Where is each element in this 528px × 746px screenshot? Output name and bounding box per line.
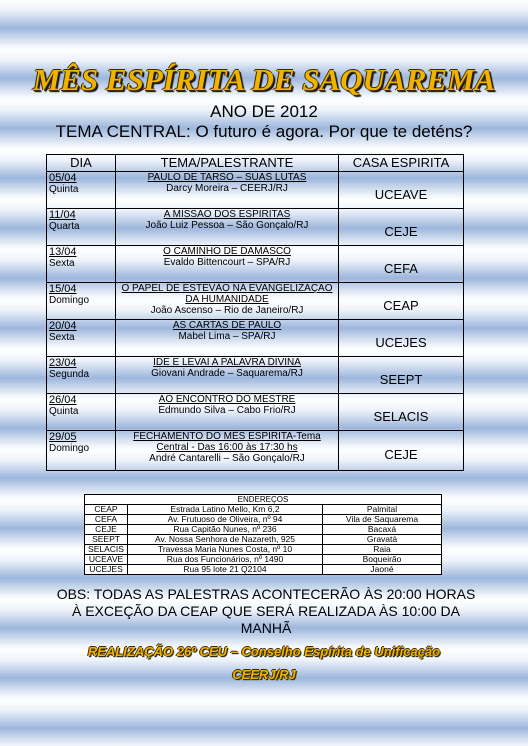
talk-date: 15/04 bbox=[49, 283, 77, 295]
address-area: Bacaxá bbox=[323, 525, 442, 535]
address-code: SELACIS bbox=[85, 545, 128, 555]
house-cell: CEJE bbox=[339, 431, 464, 471]
schedule-row bbox=[47, 357, 464, 394]
talk-weekday: Sexta bbox=[49, 258, 75, 269]
talk-cell bbox=[116, 246, 339, 283]
house-cell: CEFA bbox=[339, 246, 464, 283]
address-area: Raia bbox=[323, 545, 442, 555]
observation-note: OBS: TODAS AS PALESTRAS ACONTECERÃO ÀS 20:00 HORAS À EXCEÇÃO DA CEAP QUE SERÁ REALIZADA ÀS 10:00 DA MANHÃ bbox=[56, 586, 476, 636]
talk-cell bbox=[116, 394, 339, 431]
addresses-table bbox=[84, 494, 442, 575]
schedule-row bbox=[47, 209, 464, 246]
talk-speaker: João Luiz Pessoa – São Gonçalo/RJ bbox=[145, 220, 309, 231]
day-cell bbox=[47, 394, 116, 431]
house-cell: UCEAVE bbox=[339, 172, 464, 209]
year-subtitle: ANO DE 2012 bbox=[210, 102, 318, 121]
schedule-table bbox=[46, 154, 464, 471]
talk-weekday: Quinta bbox=[49, 406, 79, 417]
address-code: SEEPT bbox=[85, 535, 128, 545]
address-code: UCEJES bbox=[85, 565, 128, 575]
day-cell bbox=[47, 357, 116, 394]
address-street: Travessa Maria Nunes Costa, nº 10 bbox=[128, 545, 323, 555]
schedule-row bbox=[47, 283, 464, 320]
address-row bbox=[85, 535, 442, 545]
talk-date: 26/04 bbox=[49, 394, 77, 406]
day-cell bbox=[47, 172, 116, 209]
central-theme: TEMA CENTRAL: O futuro é agora. Por que te deténs? bbox=[55, 122, 473, 141]
talk-cell bbox=[116, 431, 339, 471]
address-street: Rua dos Funcionários, nº 1490 bbox=[128, 555, 323, 565]
talk-topic: PAULO DE TARSO – SUAS LUTAS bbox=[147, 172, 307, 183]
schedule-row bbox=[47, 394, 464, 431]
talk-cell bbox=[116, 357, 339, 394]
address-code: CEFA bbox=[85, 515, 128, 525]
page-title: MÊS ESPÍRITA DE SAQUAREMA bbox=[32, 62, 496, 97]
day-cell bbox=[47, 209, 116, 246]
talk-topic-continued: Central - Das 16:00 às 17:30 hs bbox=[156, 442, 298, 453]
talk-cell bbox=[116, 172, 339, 209]
address-row bbox=[85, 555, 442, 565]
talk-speaker: Giovani Andrade – Saquarema/RJ bbox=[151, 368, 303, 379]
credit-federation: CEERJ/RJ bbox=[232, 667, 296, 682]
talk-speaker: Edmundo Silva – Cabo Frio/RJ bbox=[158, 405, 296, 416]
address-row bbox=[85, 545, 442, 555]
talk-speaker: João Ascenso – Rio de Janeiro/RJ bbox=[150, 305, 304, 316]
address-row bbox=[85, 505, 442, 515]
schedule-row bbox=[47, 246, 464, 283]
house-cell: CEJE bbox=[339, 209, 464, 246]
talk-date: 29/05 bbox=[49, 431, 77, 443]
address-street: Rua 95 lote 21 Q2104 bbox=[128, 565, 323, 575]
talk-topic-continued: DA HUMANIDADE bbox=[185, 294, 269, 305]
column-header-topic: TEMA/PALESTRANTE bbox=[116, 155, 339, 172]
talk-topic: A MISSÃO DOS ESPIRITAS bbox=[163, 209, 291, 220]
day-cell bbox=[47, 431, 116, 471]
column-header-house: CASA ESPIRITA bbox=[339, 155, 464, 172]
talk-date: 23/04 bbox=[49, 357, 77, 369]
day-cell bbox=[47, 320, 116, 357]
credit-organization: REALIZAÇÃO 26º CEU – Conselho Espírita de Unificação bbox=[87, 644, 441, 659]
schedule-row bbox=[47, 320, 464, 357]
talk-cell bbox=[116, 209, 339, 246]
address-row bbox=[85, 525, 442, 535]
talk-speaker: Darcy Moreira – CEERJ/RJ bbox=[166, 183, 288, 194]
address-area: Vila de Saquarema bbox=[323, 515, 442, 525]
talk-weekday: Domingo bbox=[49, 295, 90, 306]
addresses-header-row bbox=[85, 495, 442, 505]
address-area: Palmital bbox=[323, 505, 442, 515]
column-header-day: DIA bbox=[47, 155, 116, 172]
talk-weekday: Quinta bbox=[49, 184, 79, 195]
talk-topic: AO ENCONTRO DO MESTRE bbox=[158, 394, 296, 405]
talk-weekday: Quarta bbox=[49, 221, 80, 232]
address-street: Av. Nossa Senhora de Nazareth, 925 bbox=[128, 535, 323, 545]
talk-speaker: André Cantarelli – São Gonçalo/RJ bbox=[149, 453, 305, 464]
address-row bbox=[85, 515, 442, 525]
addresses-heading: ENDEREÇOS bbox=[85, 495, 442, 505]
address-code: CEJE bbox=[85, 525, 128, 535]
house-cell: SELACIS bbox=[339, 394, 464, 431]
address-area: Jaoné bbox=[323, 565, 442, 575]
address-street: Av. Frutuoso de Oliveira, nº 94 bbox=[128, 515, 323, 525]
talk-topic: IDE E LEVAI A PALAVRA DIVINA bbox=[153, 357, 301, 368]
talk-speaker: Evaldo Bittencourt – SPA/RJ bbox=[163, 257, 291, 268]
schedule-header-row bbox=[47, 155, 464, 172]
address-street: Rua Capitão Nunes, nº 236 bbox=[128, 525, 323, 535]
credit-block bbox=[0, 640, 528, 686]
talk-weekday: Domingo bbox=[49, 443, 90, 454]
talk-weekday: Segunda bbox=[49, 369, 90, 380]
talk-speaker: Mabel Lima – SPA/RJ bbox=[178, 331, 276, 342]
house-cell: CEAP bbox=[339, 283, 464, 320]
talk-date: 11/04 bbox=[49, 209, 76, 221]
house-cell: SEEPT bbox=[339, 357, 464, 394]
day-cell bbox=[47, 283, 116, 320]
talk-date: 13/04 bbox=[49, 246, 77, 258]
talk-date: 05/04 bbox=[49, 172, 77, 184]
address-code: UCEAVE bbox=[85, 555, 128, 565]
talk-topic: O CAMINHO DE DAMASCO bbox=[163, 246, 291, 257]
house-cell: UCEJES bbox=[339, 320, 464, 357]
talk-cell bbox=[116, 320, 339, 357]
schedule-row bbox=[47, 431, 464, 471]
talk-cell bbox=[116, 283, 339, 320]
schedule-row bbox=[47, 172, 464, 209]
talk-date: 20/04 bbox=[49, 320, 77, 332]
address-area: Boqueirão bbox=[323, 555, 442, 565]
address-street: Estrada Latino Mello, Km 6,2 bbox=[128, 505, 323, 515]
address-row bbox=[85, 565, 442, 575]
talk-topic: O PAPEL DE ESTEVÃO NA EVANGELIZAÇÃO bbox=[121, 283, 333, 294]
talk-weekday: Sexta bbox=[49, 332, 75, 343]
talk-topic: FECHAMENTO DO MÊS ESPIRITA-Tema bbox=[133, 431, 321, 442]
talk-topic: AS CARTAS DE PAULO bbox=[172, 320, 282, 331]
day-cell bbox=[47, 246, 116, 283]
address-code: CEAP bbox=[85, 505, 128, 515]
address-area: Gravatá bbox=[323, 535, 442, 545]
